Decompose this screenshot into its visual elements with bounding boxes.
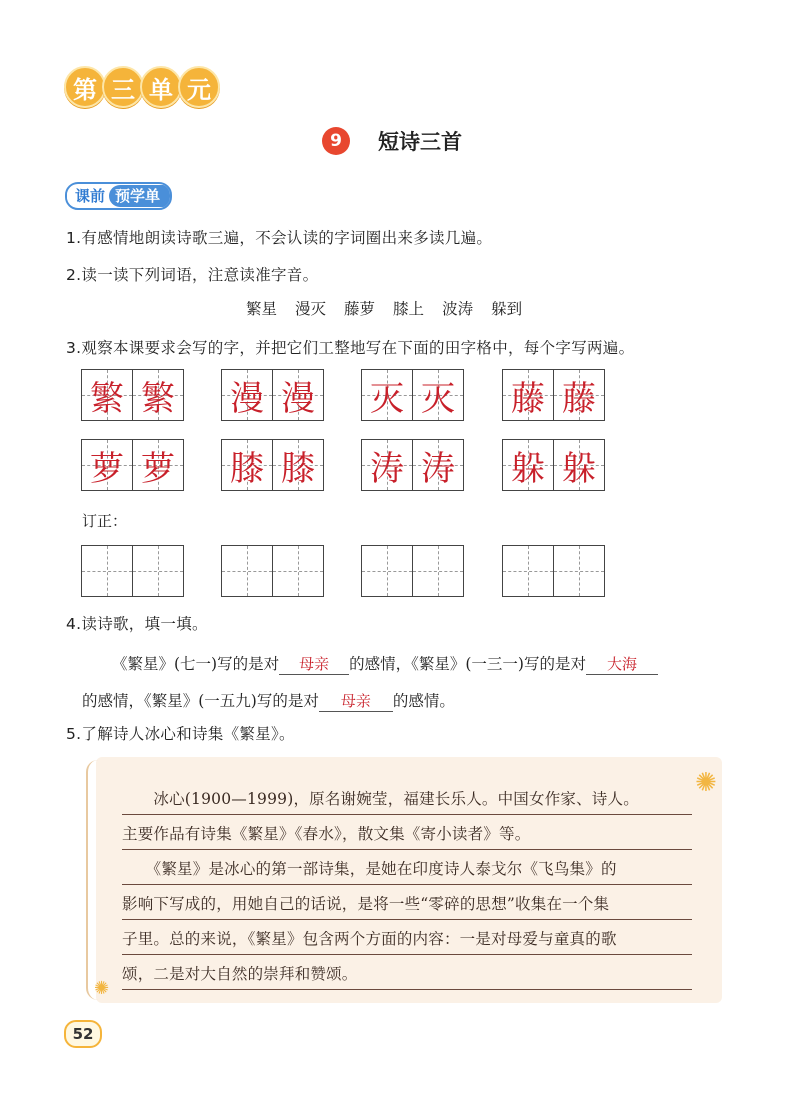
tianzige-cell-blank[interactable] bbox=[222, 546, 272, 596]
tianzige-cell: 漫 bbox=[272, 370, 323, 420]
tianzige-cell-blank[interactable] bbox=[362, 546, 412, 596]
question-4: 4.读诗歌，填一填。 bbox=[66, 615, 208, 633]
tianzige-pair bbox=[81, 369, 184, 421]
lesson-name: 短诗三首 bbox=[378, 130, 462, 154]
section-tag bbox=[65, 182, 172, 210]
tianzige-cell-blank[interactable] bbox=[412, 546, 463, 596]
fill-paragraph-line-2 bbox=[82, 689, 455, 712]
sun-icon: ✺ bbox=[695, 768, 717, 798]
section-tag-prefix: 课前 bbox=[67, 185, 109, 207]
tianzige-cell: 躲 bbox=[503, 440, 553, 490]
tianzige-pair bbox=[502, 369, 605, 421]
tianzige-cell: 繁 bbox=[82, 370, 132, 420]
tianzige-cell-blank[interactable] bbox=[503, 546, 553, 596]
tianzige-cell-blank[interactable] bbox=[272, 546, 323, 596]
info-line: 子里。总的来说，《繁星》包含两个方面的内容：一是对母爱与童真的歌 bbox=[122, 926, 692, 955]
tianzige-cell: 繁 bbox=[132, 370, 183, 420]
info-line: 颂，二是对大自然的崇拜和赞颂。 bbox=[122, 961, 692, 990]
unit-char: 三 bbox=[102, 66, 144, 108]
word-item: 膝上 bbox=[393, 300, 425, 318]
tianzige-pair bbox=[81, 439, 184, 491]
tianzige-cell: 涛 bbox=[362, 440, 412, 490]
unit-char: 元 bbox=[178, 66, 220, 108]
tianzige-cell: 灭 bbox=[412, 370, 463, 420]
question-3: 3.观察本课要求会写的字，并把它们工整地写在下面的田字格中，每个字写两遍。 bbox=[66, 339, 635, 357]
tianzige-cell: 躲 bbox=[553, 440, 604, 490]
unit-banner bbox=[64, 66, 216, 106]
tianzige-cell: 藤 bbox=[553, 370, 604, 420]
tianzige-pair bbox=[221, 369, 324, 421]
lesson-title bbox=[322, 125, 462, 157]
correction-grid[interactable] bbox=[361, 545, 464, 597]
info-line: 冰心(1900—1999)，原名谢婉莹，福建长乐人。中国女作家、诗人。 bbox=[122, 786, 692, 815]
tianzige-cell: 萝 bbox=[82, 440, 132, 490]
lesson-number-badge: 9 bbox=[322, 127, 350, 155]
fill-blank[interactable]: 母亲 bbox=[279, 653, 349, 675]
tianzige-cell-blank[interactable] bbox=[82, 546, 132, 596]
fill-paragraph-line-1 bbox=[112, 652, 658, 675]
tianzige-pair bbox=[221, 439, 324, 491]
info-line: 主要作品有诗集《繁星》《春水》，散文集《寄小读者》等。 bbox=[122, 821, 692, 850]
fill-text: 的感情，《繁星》(一三一)写的是对 bbox=[349, 655, 586, 673]
word-item: 漫灭 bbox=[295, 300, 327, 318]
sun-icon: ✺ bbox=[94, 978, 110, 999]
fill-text: 《繁星》(七一)写的是对 bbox=[112, 655, 280, 673]
page-number: 52 bbox=[64, 1020, 102, 1048]
fill-blank[interactable]: 母亲 bbox=[319, 690, 393, 712]
fill-text: 的感情，《繁星》(一五九)写的是对 bbox=[82, 692, 319, 710]
tianzige-cell: 萝 bbox=[132, 440, 183, 490]
correction-grid[interactable] bbox=[221, 545, 324, 597]
question-2: 2.读一读下列词语，注意读准字音。 bbox=[66, 266, 319, 284]
word-item: 躲到 bbox=[491, 300, 523, 318]
tianzige-pair bbox=[361, 369, 464, 421]
correction-label: 订正： bbox=[82, 512, 128, 530]
tianzige-cell: 膝 bbox=[272, 440, 323, 490]
tianzige-cell: 涛 bbox=[412, 440, 463, 490]
info-box-border-decoration bbox=[86, 760, 112, 1000]
info-line: 《繁星》是冰心的第一部诗集，是她在印度诗人泰戈尔《飞鸟集》的 bbox=[122, 856, 692, 885]
fill-text: 的感情。 bbox=[392, 692, 455, 710]
question-5: 5.了解诗人冰心和诗集《繁星》。 bbox=[66, 725, 295, 743]
word-list bbox=[246, 297, 522, 319]
word-item: 藤萝 bbox=[344, 300, 376, 318]
correction-grid[interactable] bbox=[81, 545, 184, 597]
word-item: 繁星 bbox=[246, 300, 278, 318]
tianzige-cell-blank[interactable] bbox=[553, 546, 604, 596]
tianzige-cell: 藤 bbox=[503, 370, 553, 420]
section-tag-label: 预学单 bbox=[109, 185, 170, 207]
word-item: 波涛 bbox=[442, 300, 474, 318]
info-line: 影响下写成的，用她自己的话说，是将一些“零碎的思想”收集在一个集 bbox=[122, 891, 692, 920]
fill-blank[interactable]: 大海 bbox=[586, 653, 658, 675]
tianzige-cell: 漫 bbox=[222, 370, 272, 420]
tianzige-pair bbox=[502, 439, 605, 491]
correction-grid[interactable] bbox=[502, 545, 605, 597]
tianzige-cell: 灭 bbox=[362, 370, 412, 420]
question-1: 1.有感情地朗读诗歌三遍，不会认读的字词圈出来多读几遍。 bbox=[66, 229, 493, 247]
tianzige-pair bbox=[361, 439, 464, 491]
unit-char: 第 bbox=[64, 66, 106, 108]
tianzige-cell: 膝 bbox=[222, 440, 272, 490]
tianzige-cell-blank[interactable] bbox=[132, 546, 183, 596]
unit-char: 单 bbox=[140, 66, 182, 108]
